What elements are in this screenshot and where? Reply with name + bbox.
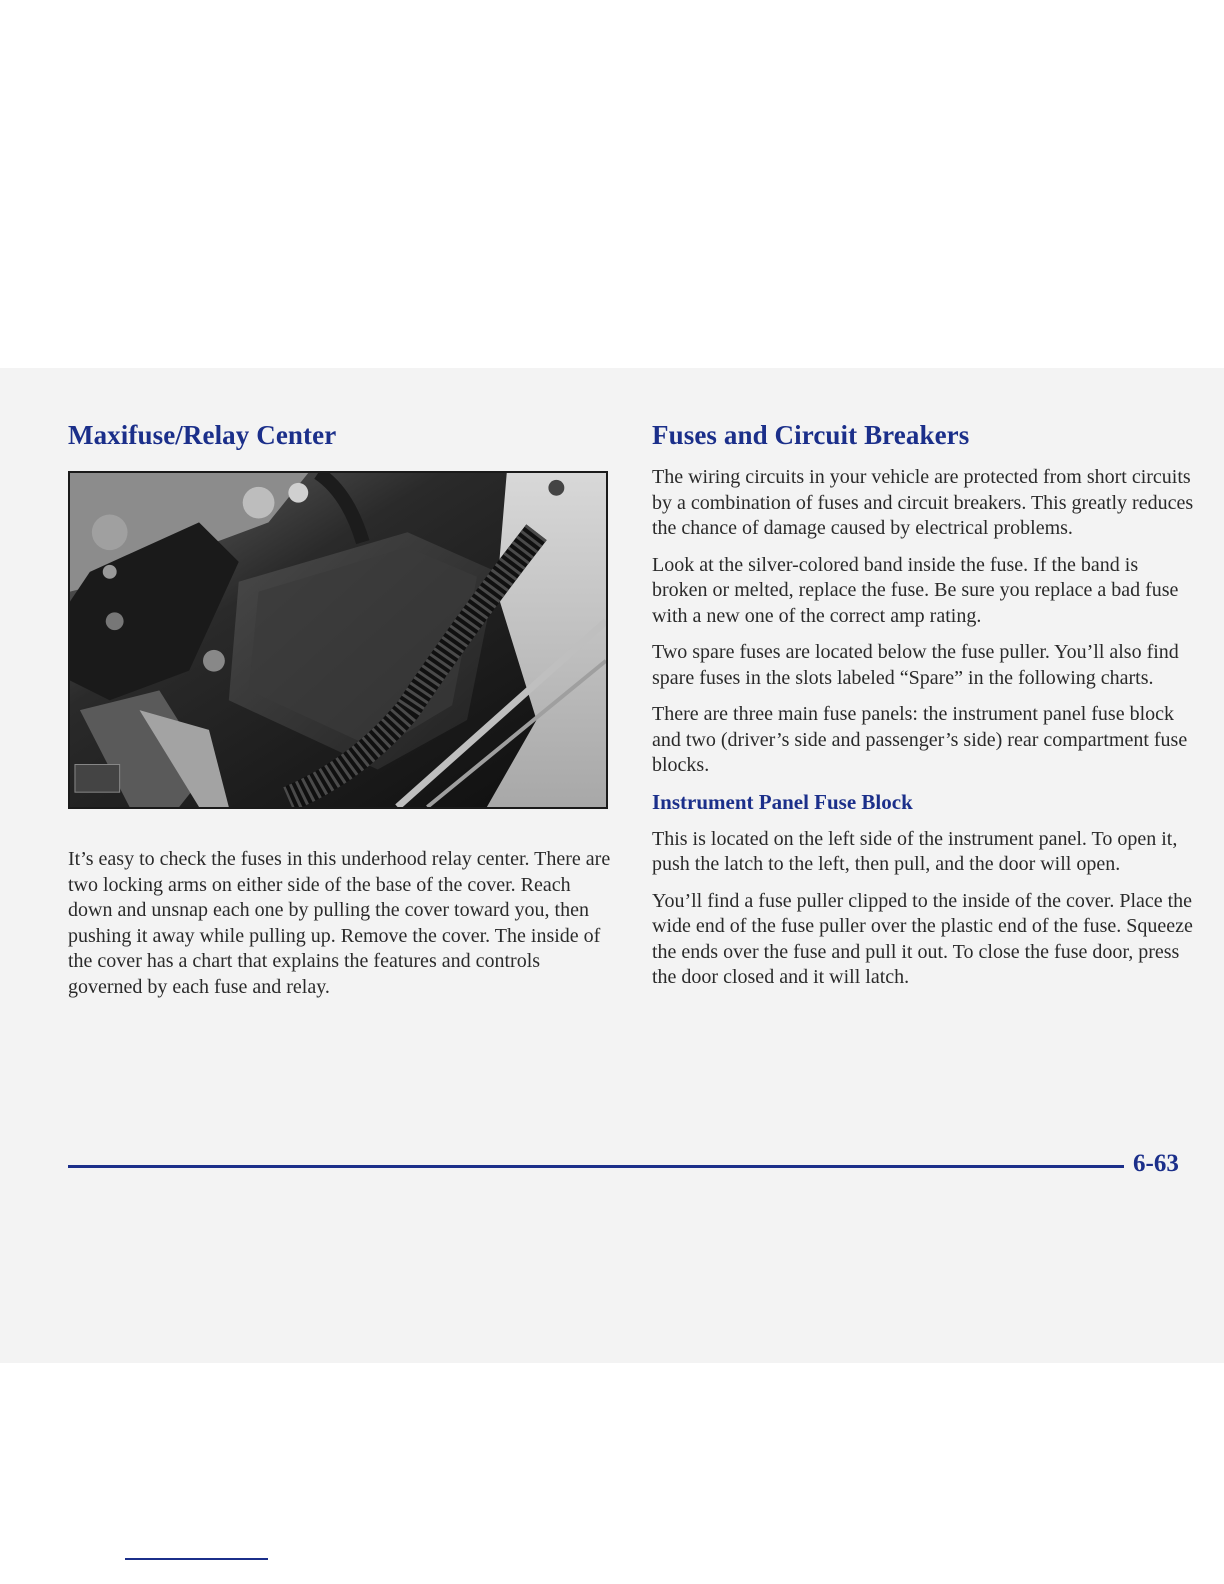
instrument-panel-paragraph-1: This is located on the left side of the instrument panel. To open it, push the latch to the left, then pull, and the door will open.	[652, 827, 1178, 875]
maxifuse-heading: Maxifuse/Relay Center	[68, 420, 337, 450]
fuses-paragraph-3: Two spare fuses are located below the fuse puller. You’ll also find spare fuses in the slots labeled “Spare” in the following charts.	[652, 641, 1179, 689]
page-number: 6-63	[1133, 1150, 1179, 1177]
fuses-heading: Fuses and Circuit Breakers	[652, 420, 970, 450]
bottom-mark-line	[125, 1558, 268, 1560]
fuses-paragraph-1: The wiring circuits in your vehicle are protected from short circuits by a combination of fuses and circuit breakers. This greatly reduces the chance of damage caused by electrical problems.	[652, 466, 1194, 539]
fuses-paragraph-2: Look at the silver-colored band inside the fuse. If the band is broken or melted, replace the fuse. Be sure you replace a bad fuse with a new one of the correct amp rating.	[652, 553, 1179, 627]
instrument-panel-paragraph-2: You’ll find a fuse puller clipped to the inside of the cover. Place the wide end of the fuse puller over the plastic end of the fuse. Squeeze the ends over the fuse and pull it out. To close the fuse door, press the door closed and it will latch.	[652, 889, 1193, 988]
fuses-paragraph-4: There are three main fuse panels: the instrument panel fuse block and two (driver’s side and passenger’s side) rear compartment fuse blocks.	[652, 703, 1188, 776]
maxifuse-paragraph: It’s easy to check the fuses in this underhood relay center. There are two locking arms on either side of the base of the cover. Reach down and unsnap each one by pulling the cover toward you, then pushing it away while pulling up. Remove the cover. The inside of the cover has a chart that explains the features and controls governed by each fuse and relay.	[68, 848, 611, 998]
right-column	[652, 420, 1197, 1002]
left-column	[68, 420, 613, 1011]
instrument-panel-subheading: Instrument Panel Fuse Block	[652, 789, 913, 814]
relay-center-photo	[68, 471, 608, 809]
footer-rule	[68, 1165, 1124, 1168]
engine-bay-illustration	[70, 473, 606, 807]
